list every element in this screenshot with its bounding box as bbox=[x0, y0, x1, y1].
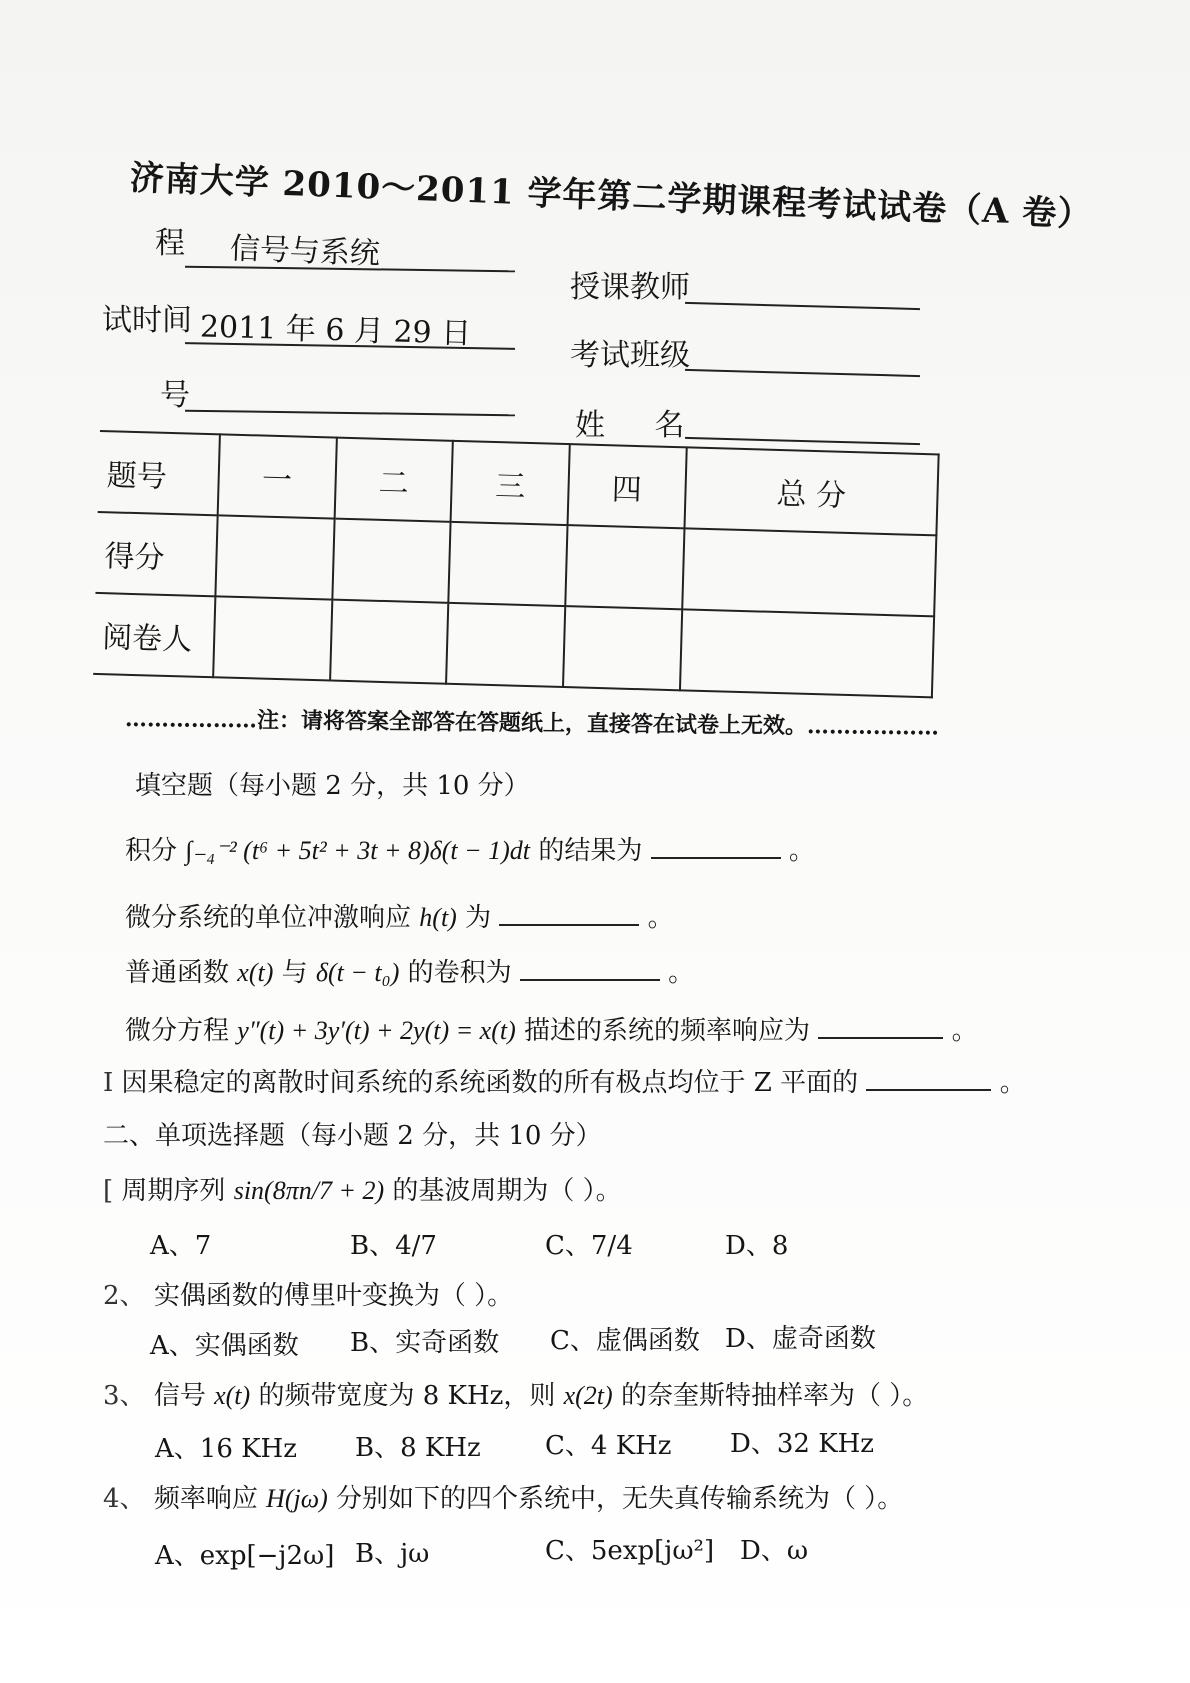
q4-prefix: 微分方程 bbox=[125, 1016, 230, 1046]
option-d[interactable]: D、虚奇函数 bbox=[725, 1324, 876, 1354]
score-table-header: 二 bbox=[334, 438, 453, 522]
score-cell[interactable] bbox=[332, 519, 451, 603]
score-cell[interactable] bbox=[449, 522, 568, 606]
mc1-prefix: 周期序列 bbox=[121, 1176, 226, 1206]
score-cell[interactable] bbox=[215, 515, 334, 599]
score-row-label: 得分 bbox=[95, 512, 217, 596]
mc2-text: 实偶函数的傅里叶变换为（ ）。 bbox=[153, 1281, 514, 1311]
section2-heading: 二、单项选择题（每小题 2 分，共 10 分） bbox=[103, 1121, 602, 1151]
q4-suffix: 描述的系统的频率响应为 bbox=[524, 1016, 811, 1046]
answer-blank[interactable] bbox=[651, 835, 781, 859]
mc4-math: H(jω) bbox=[266, 1484, 328, 1513]
answer-blank[interactable] bbox=[499, 902, 639, 926]
mc3-math-x2t: x(2t) bbox=[563, 1381, 613, 1410]
choice-question-3 bbox=[103, 1375, 928, 1412]
teacher-underline bbox=[685, 302, 920, 310]
fill-question-3 bbox=[125, 952, 694, 989]
mc3-suffix: 的奈奎斯特抽样率为（ ）。 bbox=[620, 1381, 929, 1411]
choice-question-2 bbox=[103, 1275, 513, 1312]
option-d[interactable]: D、ω bbox=[740, 1536, 809, 1566]
time-label: 试时间 bbox=[102, 303, 192, 338]
q2-end: 。 bbox=[647, 903, 674, 933]
choice-question-1 bbox=[103, 1170, 622, 1207]
q1-integral: ∫₋₄⁻² (t⁶ + 5t² + 3t + 8)δ(t − 1)dt bbox=[185, 836, 531, 865]
option-b[interactable]: B、jω bbox=[355, 1539, 430, 1569]
mc3-mark: 3、 bbox=[103, 1381, 146, 1411]
option-b[interactable]: B、实奇函数 bbox=[350, 1328, 500, 1358]
section1-heading: 填空题（每小题 2 分，共 10 分） bbox=[135, 771, 530, 801]
mc3-math-x: x(t) bbox=[214, 1381, 251, 1410]
q1-prefix: 积分 bbox=[125, 836, 178, 866]
score-table-header: 总 分 bbox=[684, 447, 939, 535]
q3-suffix: 的卷积为 bbox=[407, 958, 512, 988]
answer-blank[interactable] bbox=[866, 1067, 991, 1091]
q2-math: h(t) bbox=[419, 903, 457, 932]
grader-cell[interactable] bbox=[213, 596, 332, 680]
id-underline bbox=[185, 410, 515, 417]
mc4-prefix: 频率响应 bbox=[153, 1484, 258, 1514]
exam-note: ………………注：请将答案全部答在答题纸上，直接答在试卷上无效。……………… bbox=[124, 706, 940, 741]
q1-suffix: 的结果为 bbox=[538, 836, 643, 866]
mc3-mid: 的频带宽度为 8 KHz，则 bbox=[258, 1381, 556, 1411]
time-value: 2011 年 6 月 29 日 bbox=[199, 309, 472, 352]
score-table bbox=[93, 430, 940, 698]
q2-suffix: 为 bbox=[465, 903, 492, 933]
class-underline bbox=[685, 369, 920, 377]
fill-question-2 bbox=[125, 897, 674, 934]
course-value: 信号与系统 bbox=[229, 231, 381, 272]
name-underline bbox=[685, 437, 920, 445]
score-table-header: 四 bbox=[567, 444, 686, 528]
option-a[interactable]: A、7 bbox=[150, 1231, 212, 1261]
answer-blank[interactable] bbox=[520, 957, 660, 981]
choice-question-4 bbox=[103, 1478, 903, 1515]
course-label: 程 bbox=[155, 226, 185, 261]
q5-end: 。 bbox=[999, 1068, 1026, 1098]
teacher-label: 授课教师 bbox=[570, 270, 690, 305]
q5-mark: I bbox=[103, 1068, 114, 1098]
grader-cell[interactable] bbox=[563, 606, 682, 690]
fill-question-4 bbox=[125, 1010, 978, 1047]
option-c[interactable]: C、5exp[jω²] bbox=[545, 1536, 715, 1566]
grader-cell[interactable] bbox=[680, 609, 935, 697]
option-b[interactable]: B、8 KHz bbox=[355, 1433, 481, 1463]
option-c[interactable]: C、7/4 bbox=[545, 1231, 633, 1261]
answer-blank[interactable] bbox=[818, 1015, 943, 1039]
mc4-mark: 4、 bbox=[103, 1484, 146, 1514]
class-label: 考试班级 bbox=[570, 338, 690, 373]
fill-question-1 bbox=[125, 830, 815, 867]
q5-text: 因果稳定的离散时间系统的系统函数的所有极点均位于 Z 平面的 bbox=[121, 1068, 859, 1098]
mc1-math: sin(8πn/7 + 2) bbox=[233, 1176, 385, 1205]
q3-prefix: 普通函数 bbox=[125, 958, 230, 988]
q4-math: y″(t) + 3y′(t) + 2y(t) = x(t) bbox=[237, 1016, 516, 1045]
q4-end: 。 bbox=[951, 1016, 978, 1046]
grader-cell[interactable] bbox=[446, 603, 565, 687]
option-a[interactable]: A、实偶函数 bbox=[150, 1331, 299, 1361]
option-c[interactable]: C、虚偶函数 bbox=[550, 1326, 700, 1356]
mc1-mark: [ bbox=[103, 1176, 114, 1206]
q3-math-x: x(t) bbox=[237, 958, 274, 987]
mc1-suffix: 的基波周期为（ ）。 bbox=[392, 1176, 622, 1206]
grader-row-label: 阅卷人 bbox=[93, 593, 215, 677]
q3-end: 。 bbox=[668, 958, 695, 988]
q3-mid: 与 bbox=[281, 958, 308, 988]
option-b[interactable]: B、4/7 bbox=[350, 1231, 437, 1261]
q1-end: 。 bbox=[788, 836, 815, 866]
option-d[interactable]: D、8 bbox=[725, 1231, 789, 1261]
option-d[interactable]: D、32 KHz bbox=[730, 1429, 874, 1459]
q3-math-delta: δ(t − t₀) bbox=[315, 958, 400, 987]
mc2-mark: 2、 bbox=[103, 1281, 146, 1311]
score-table-header: 三 bbox=[451, 441, 570, 525]
q2-prefix: 微分系统的单位冲激响应 bbox=[125, 903, 412, 933]
score-cell[interactable] bbox=[682, 528, 937, 616]
option-a[interactable]: A、16 KHz bbox=[155, 1434, 297, 1464]
mc3-prefix: 信号 bbox=[153, 1381, 206, 1411]
score-table-header: 一 bbox=[218, 434, 337, 518]
score-table-header: 题号 bbox=[98, 431, 220, 515]
fill-question-5 bbox=[103, 1062, 1026, 1099]
option-c[interactable]: C、4 KHz bbox=[545, 1431, 672, 1461]
option-a[interactable]: A、exp[−j2ω] bbox=[155, 1541, 335, 1571]
exam-title: 济南大学 2010～2011 学年第二学期课程考试试卷（A 卷） bbox=[129, 158, 1094, 235]
id-label: 号 bbox=[160, 378, 190, 413]
grader-cell[interactable] bbox=[330, 600, 449, 684]
score-cell[interactable] bbox=[565, 525, 684, 609]
name-label: 姓 名 bbox=[575, 408, 705, 443]
mc4-suffix: 分别如下的四个系统中，无失真传输系统为（ ）。 bbox=[336, 1484, 904, 1514]
